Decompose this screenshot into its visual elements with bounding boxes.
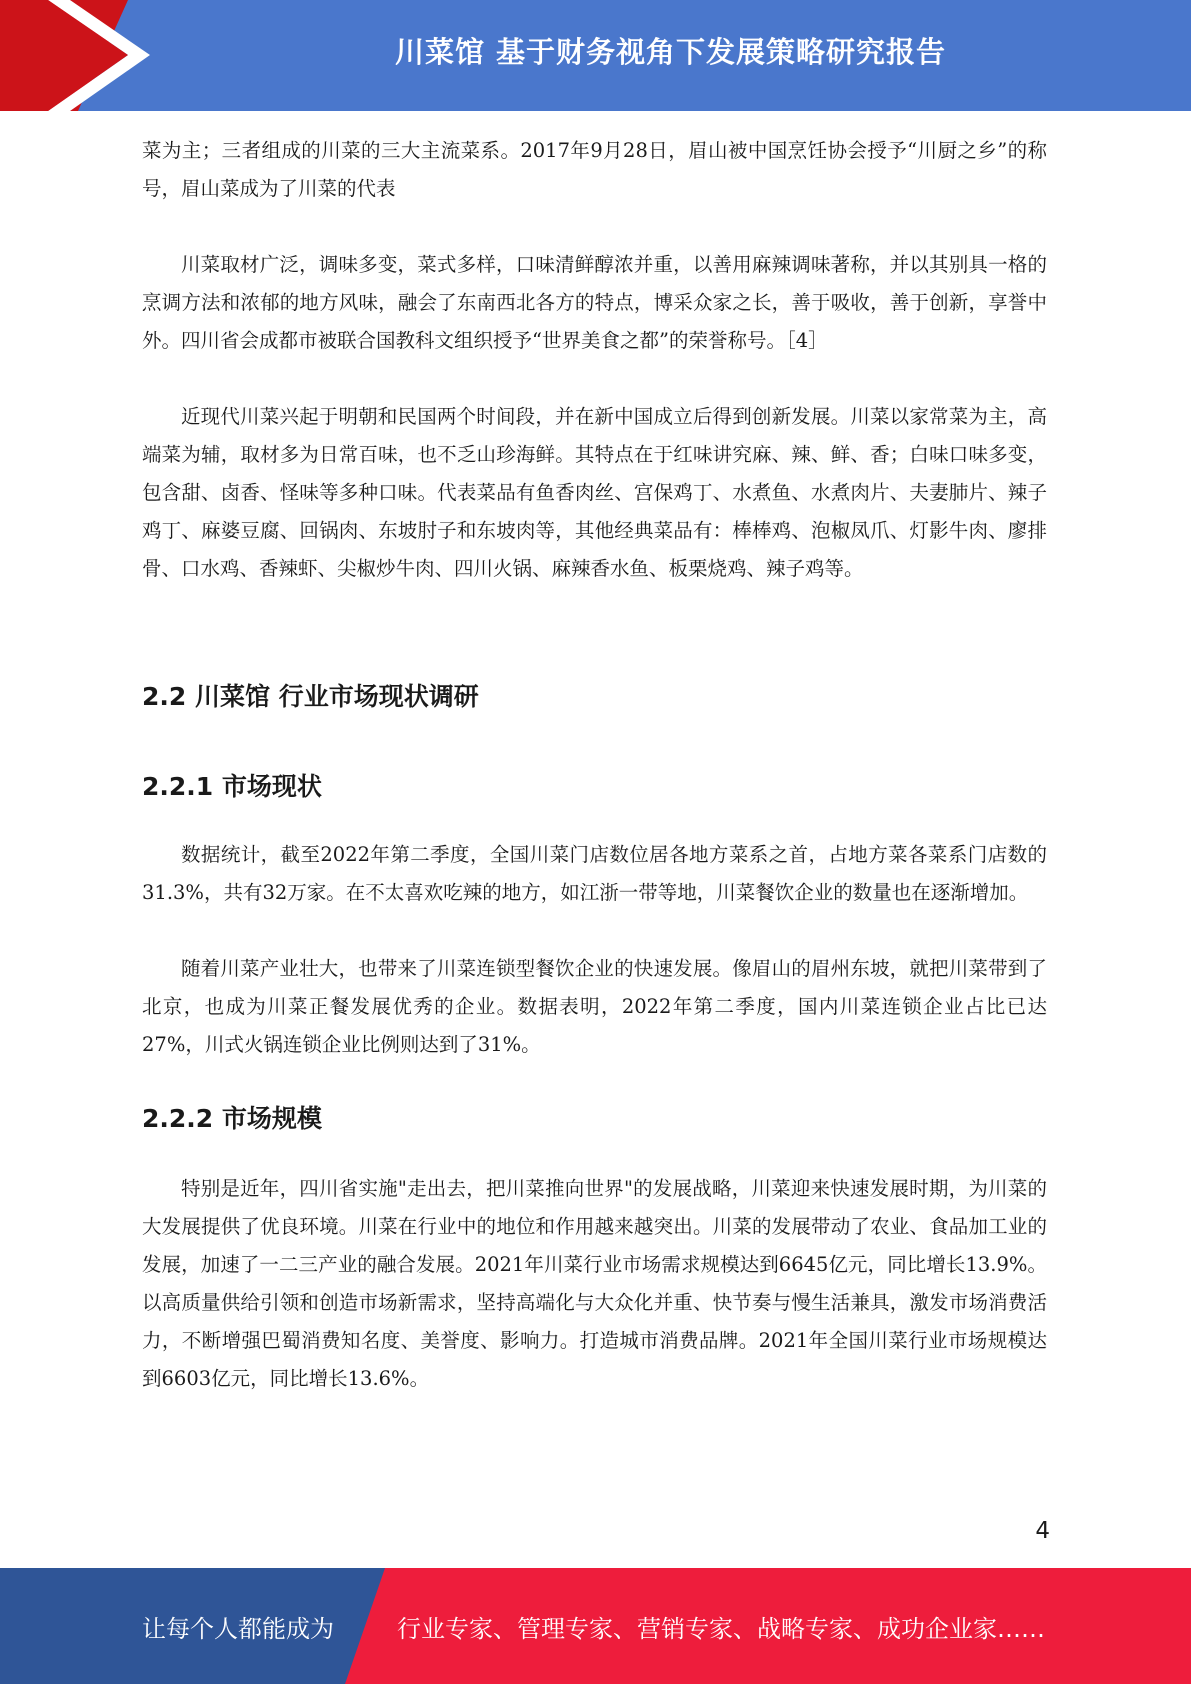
section-heading-2-2-1: 2.2.1 市场现状 (142, 772, 322, 801)
paragraph-market-status: 数据统计，截至2022年第二季度，全国川菜门店数位居各地方菜系之首，占地方菜各菜系门店数的31.3%，共有32万家。在不太喜欢吃辣的地方，如江浙一带等地，川菜餐饮企业的数量也在逐渐增加。 (142, 843, 1047, 904)
paragraph-chain-development: 随着川菜产业壮大，也带来了川菜连锁型餐饮企业的快速发展。像眉山的眉州东坡，就把川菜带到了北京，也成为川菜正餐发展优秀的企业。数据表明，2022年第二季度，国内川菜连锁企业占比已达27%，川式火锅连锁企业比例则达到了31%。 (142, 957, 1047, 1056)
paragraph-market-scale: 特别是近年，四川省实施"走出去，把川菜推向世界"的发展战略，川菜迎来快速发展时期，为川菜的大发展提供了优良环境。川菜在行业中的地位和作用越来越突出。川菜的发展带动了农业、食品加工业的发展，加速了一二三产业的融合发展。2021年川菜行业市场需求规模达到6645亿元，同比增长13.9%。以高质量供给引领和创造市场新需求，坚持高端化与大众化并重、快节奏与慢生活兼具，激发市场消费活力，不断增强巴蜀消费知名度、美誉度、影响力。打造城市消费品牌。2021年全国川菜行业市场规模达到6603亿元，同比增长13.6%。 (142, 1177, 1047, 1390)
section-heading-2-2-2: 2.2.2 市场规模 (142, 1104, 322, 1133)
footer-slogan-left: 让每个人都能成为 (142, 1614, 334, 1643)
page-number: 4 (1035, 1518, 1050, 1544)
paragraph-sichuan-cuisine-features: 川菜取材广泛，调味多变，菜式多样，口味清鲜醇浓并重，以善用麻辣调味著称，并以其别具一格的烹调方法和浓郁的地方风味，融会了东南西北各方的特点，博采众家之长，善于吸收，善于创新，享誉中外。四川省会成都市被联合国教科文组织授予“世界美食之都”的荣誉称号。［4］ (142, 253, 1047, 352)
page-header (0, 0, 1191, 111)
document-body (142, 132, 1047, 1398)
header-title: 川菜馆 基于财务视角下发展策略研究报告 (394, 34, 947, 69)
section-heading-2-2: 2.2 川菜馆 行业市场现状调研 (142, 682, 479, 711)
page-footer (0, 1568, 1191, 1684)
footer-slogan-right: 行业专家、管理专家、营销专家、战略专家、成功企业家…… (397, 1614, 1045, 1643)
paragraph-intro-continued: 菜为主；三者组成的川菜的三大主流菜系。2017年9月28日，眉山被中国烹饪协会授予“川厨之乡”的称号，眉山菜成为了川菜的代表 (142, 139, 1047, 200)
paragraph-modern-sichuan-cuisine: 近现代川菜兴起于明朝和民国两个时间段，并在新中国成立后得到创新发展。川菜以家常菜为主，高端菜为辅，取材多为日常百味，也不乏山珍海鲜。其特点在于红味讲究麻、辣、鲜、香；白味口味多变，包含甜、卤香、怪味等多种口味。代表菜品有鱼香肉丝、宫保鸡丁、水煮鱼、水煮肉片、夫妻肺片、辣子鸡丁、麻婆豆腐、回锅肉、东坡肘子和东坡肉等，其他经典菜品有：棒棒鸡、泡椒凤爪、灯影牛肉、廖排骨、口水鸡、香辣虾、尖椒炒牛肉、四川火锅、麻辣香水鱼、板栗烧鸡、辣子鸡等。 (142, 405, 1047, 580)
